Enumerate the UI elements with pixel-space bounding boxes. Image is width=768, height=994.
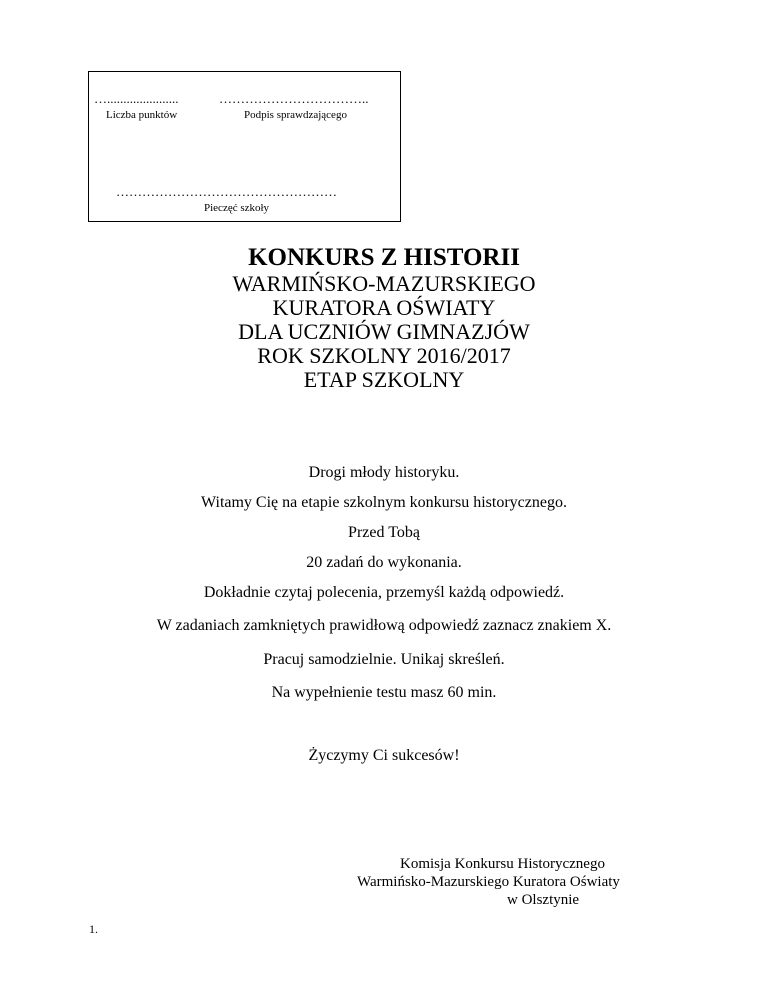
curator-line: Warmińsko-Mazurskiego Kuratora Oświaty <box>357 874 620 890</box>
tasks-count: 20 zadań do wykonania. <box>306 554 462 571</box>
city-line: w Olsztynie <box>507 892 580 908</box>
points-dots: …...................... <box>94 91 179 106</box>
committee-line: Komisja Konkursu Historycznego <box>400 856 605 872</box>
title-line-school-year: ROK SZKOLNY 2016/2017 <box>257 343 511 368</box>
instruction-read: Dokładnie czytaj polecenia, przemyśl każdą odpowiedź. <box>203 584 565 601</box>
points-label: Liczba punktów <box>106 109 178 121</box>
welcome-line: Witamy Cię na etapie szkolnym konkursu historycznego. <box>201 494 567 511</box>
signature-dots: …………………………….. <box>219 91 369 106</box>
page-number: 1. <box>89 922 98 936</box>
instruction-independent: Pracuj samodzielnie. Unikaj skreśleń. <box>263 651 505 668</box>
title-line-stage: ETAP SZKOLNY <box>303 367 465 392</box>
stamp-dots: …………………………………………… <box>116 184 337 199</box>
instruction-time: Na wypełnienie testu masz 60 min. <box>271 684 497 701</box>
contest-title: KONKURS Z HISTORII <box>248 244 520 271</box>
signature-label: Podpis sprawdzającego <box>244 109 347 121</box>
stamp-label: Pieczęć szkoły <box>204 202 270 214</box>
tasks-intro: Przed Tobą <box>348 524 420 541</box>
title-line-organizer: WARMIŃSKO-MAZURSKIEGO <box>232 271 536 296</box>
good-luck: Życzymy Ci sukcesów! <box>308 747 460 764</box>
greeting: Drogi młody historyku. <box>308 464 460 481</box>
title-line-audience: DLA UCZNIÓW GIMNAZJÓW <box>238 319 530 344</box>
title-line-office: KURATORA OŚWIATY <box>272 295 496 320</box>
stamp-box <box>88 71 401 222</box>
instruction-mark: W zadaniach zamkniętych prawidłową odpowiedź zaznacz znakiem X. <box>156 617 612 634</box>
